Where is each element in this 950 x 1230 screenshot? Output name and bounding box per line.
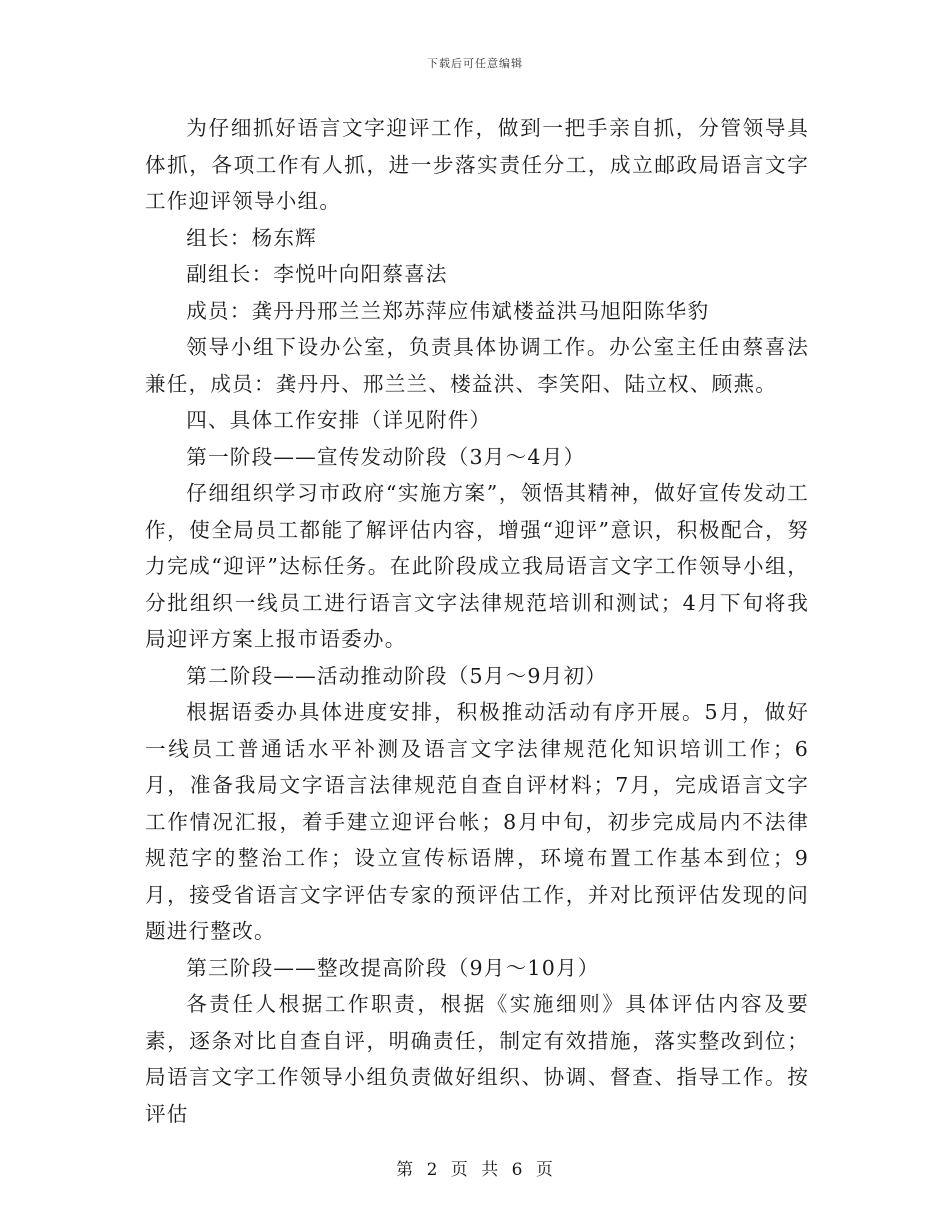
page-number-footer: 第 2 页 共 6 页 xyxy=(396,1160,554,1180)
stage-heading-2: 第二阶段——活动推动阶段（5月～9月初） xyxy=(186,663,608,688)
paragraph-leadership-intro: 为仔细抓好语言文字迎评工作，做到一把手亲自抓，分管领导具体抓，各项工作有人抓，进一步落实责任分工，成立邮政局语言文字工作迎评领导小组。 xyxy=(145,116,809,213)
page-header: 下载后可任意编辑 xyxy=(427,57,523,70)
stage-heading-3: 第三阶段——整改提高阶段（9月～10月） xyxy=(186,955,600,980)
paragraph-stage-3: 各责任人根据工作职责，根据《实施细则》具体评估内容及要素，逐条对比自查自评，明确责任，制定有效措施，落实整改到位；局语言文字工作领导小组负责做好组织、协调、督查、指导工作。按评估 xyxy=(145,992,809,1126)
paragraph-stage-1: 仔细组织学习市政府“实施方案”，领悟其精神，做好宣传发动工作，使全局员工都能了解评估内容，增强“迎评”意识，积极配合，努力完成“迎评”达标任务。在此阶段成立我局语言文字工作领导小组，分批组织一线员工进行语言文字法律规范培训和测试；4月下旬将我局迎评方案上报市语委办。 xyxy=(145,481,809,651)
paragraph-group-leader: 组长：杨东辉 xyxy=(186,225,317,250)
section-heading-work-plan: 四、具体工作安排（详见附件） xyxy=(186,408,492,432)
stage-heading-1: 第一阶段——宣传发动阶段（3月～4月） xyxy=(186,444,586,469)
paragraph-members: 成员：龚丹丹邢兰兰郑苏萍应伟斌楼益洪马旭阳陈华豹 xyxy=(186,298,710,323)
paragraph-deputy-leaders: 副组长：李悦叶向阳蔡喜法 xyxy=(186,262,448,286)
document-body xyxy=(145,110,809,1132)
paragraph-office: 领导小组下设办公室，负责具体协调工作。办公室主任由蔡喜法兼任，成员：龚丹丹、邢兰兰、楼益洪、李笑阳、陆立权、顾燕。 xyxy=(145,335,809,396)
paragraph-stage-2: 根据语委办具体进度安排，积极推动活动有序开展。5月，做好一线员工普通话水平补测及语言文字法律规范化知识培训工作；6月，准备我局文字语言法律规范自查自评材料；7月，完成语言文字工作情况汇报，着手建立迎评台帐；8月中旬，初步完成局内不法律规范字的整治工作；设立宣传标语牌，环境布置工作基本到位；9月，接受省语言文字评估专家的预评估工作，并对比预评估发现的问题进行整改。 xyxy=(145,700,809,943)
